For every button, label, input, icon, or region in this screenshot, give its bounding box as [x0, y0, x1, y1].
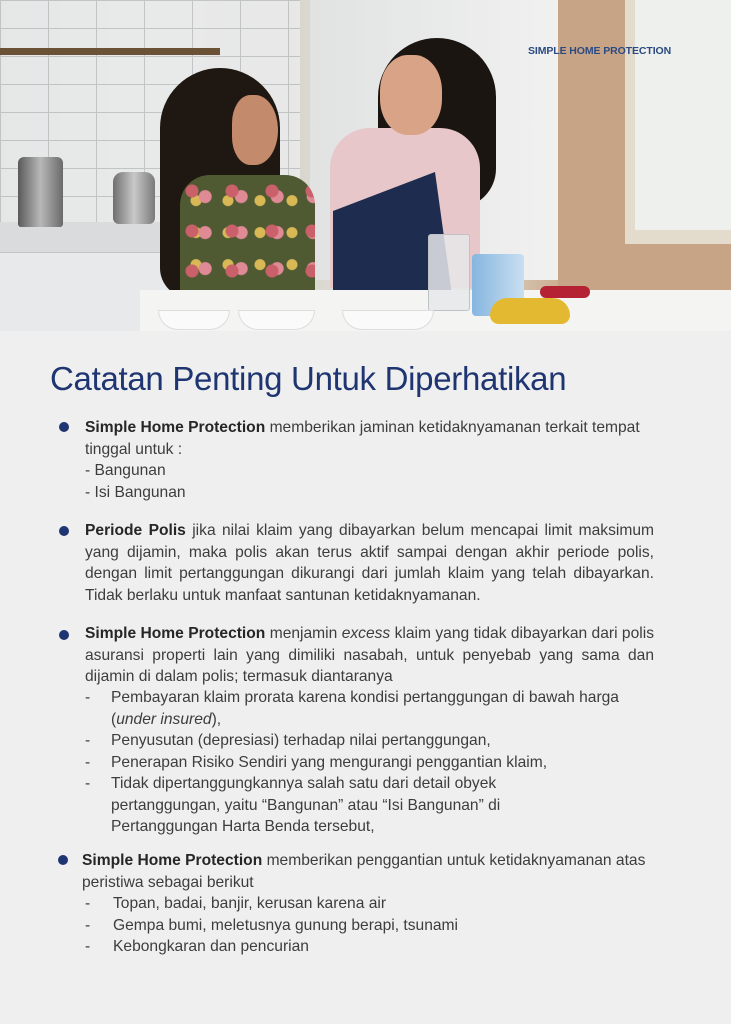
bowl [342, 310, 434, 330]
page-title: Catatan Penting Untuk Diperhatikan [50, 360, 567, 397]
dash: - [85, 753, 91, 771]
dash: - [85, 895, 91, 912]
list-item [85, 687, 654, 730]
note-text [85, 623, 654, 688]
bullet-icon [59, 526, 69, 536]
bowl [238, 310, 315, 330]
bullet-icon [59, 630, 69, 640]
teapot [113, 172, 155, 224]
note-bold: Simple Home Protection [85, 625, 266, 642]
list-item: - Isi Bangunan [85, 483, 186, 501]
list-item-text [85, 687, 631, 730]
blender-cup [428, 234, 470, 311]
note-body: klaim yang tidak dibayarkan dari polis asuransi properti lain yang dimiliki nasabah, untuk penyebab yang sama dan dijamin di dalam polis; termasuk diantaranya [85, 625, 655, 685]
list-item-text: Kebongkaran dan pencurian [113, 938, 309, 955]
list-item [85, 936, 654, 958]
woman-face [380, 55, 442, 135]
bullet-icon [59, 422, 69, 432]
kettle [18, 157, 63, 227]
hero-label: SIMPLE HOME PROTECTION [528, 45, 672, 57]
girl-face [232, 95, 278, 165]
note-text [85, 520, 654, 606]
dash: - [85, 689, 91, 706]
list-item-text: Penyusutan (depresiasi) terhadap nilai pertanggungan, [111, 732, 491, 749]
dash: - [85, 916, 91, 934]
list-item [85, 752, 654, 774]
list-item-text: Penerapan Risiko Sendiri yang mengurangi penggantian klaim, [111, 753, 548, 771]
list-item [85, 730, 654, 752]
note-body: memberikan jaminan ketidaknyamanan terkait tempat tinggal untuk : [85, 419, 640, 458]
raspberries [540, 286, 590, 298]
bananas [490, 298, 570, 324]
dash: - [85, 775, 91, 792]
list-text: Pembayaran klaim prorata karena kondisi pertanggungan di bawah harga ( [111, 689, 619, 728]
dash: - [85, 938, 91, 955]
bullet-icon [58, 855, 68, 865]
note-bold: Simple Home Protection [85, 419, 266, 436]
list-item [85, 773, 654, 838]
note-text [85, 417, 654, 503]
list-italic: under insured [116, 710, 212, 728]
note-body: menjamin [265, 625, 342, 642]
list-item [85, 915, 654, 937]
bowl [158, 310, 230, 330]
window [625, 0, 731, 244]
dash: - [85, 732, 91, 749]
note-italic: excess [341, 625, 391, 642]
list-item-text: Topan, badai, banjir, kerusan karena air [113, 895, 387, 912]
sub-list [85, 893, 654, 958]
note-bold: Periode Polis [85, 522, 186, 539]
note-body: memberikan penggantian untuk ketidaknyamanan atas peristiwa sebagai berikut [82, 852, 646, 891]
list-item [85, 893, 654, 915]
list-item-text: Gempa bumi, meletusnya gunung berapi, tsunami [113, 916, 458, 934]
list-text: ), [211, 710, 222, 728]
sub-list [85, 687, 654, 838]
note-bold: Simple Home Protection [82, 852, 263, 869]
kitchen-shelf [0, 48, 220, 55]
note-text [82, 850, 657, 893]
list-item: - Bangunan [85, 462, 166, 479]
note-body: jika nilai klaim yang dibayarkan belum mencapai limit maksimum yang dijamin, maka polis akan terus aktif sampai dengan akhir periode polis, dengan limit pertanggungan dikurangi dari jumlah klaim yang telah dibayarkan. Tidak berlaku untuk manfaat santunan ketidaknyamanan. [85, 522, 654, 604]
list-item-text: Tidak dipertanggungkannya salah satu dari detail obyek pertanggungan, yaitu “Bangunan” atau “Isi Bangunan” di Pertanggungan Harta Benda tersebut, [111, 775, 501, 835]
